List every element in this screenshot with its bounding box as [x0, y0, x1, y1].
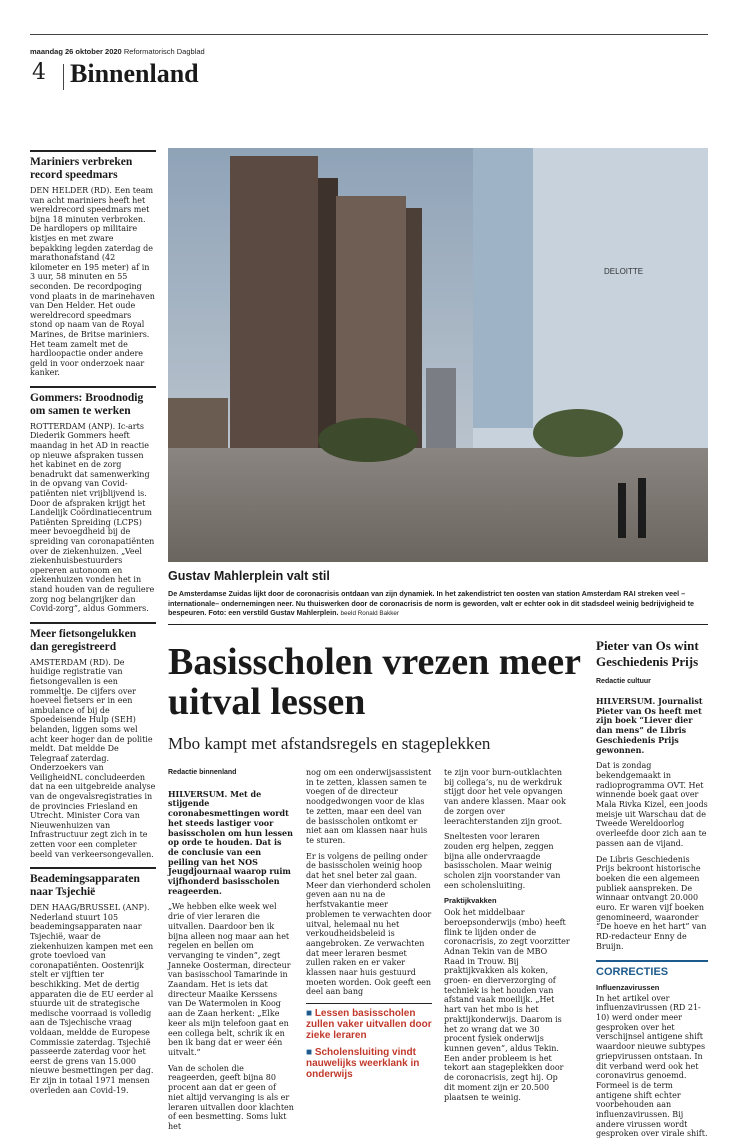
- brief-text: Ic-arts Diederik Gommers heeft maandag in het AD in reactie op nieuwe afspraken tussen het kabinet en de zorg benadrukt dat samenwerking in de opvang van Covid-patiënten niet vrijblijvend is. Door de afspraken krijgt het Landelijk Coördinatiecentrum Patiënten Spreiding (LCPS) meer bevoegdheid bij de spreiding van coronapatiënten over de ziekenhuizen. „Veel ziekenhuisbestuurders opereren autonoom en ziekenhuizen vonden het in stand houden van de reguliere zorg nog belangrijker dan Covid-zorg”, aldus Gommers.: [30, 421, 155, 614]
- city-square-illustration: [168, 148, 708, 562]
- side-article-paragraph: De Libris Geschiedenis Prijs bekroont historische boeken die een algemeen publiek aanspreken. De winnaar ontvangt 20.000 euro. Er waren vijf boeken genomineerd, waaronder “De hoeve en het hart” van RD-redacteur Enny de Bruijn.: [596, 854, 707, 951]
- article-column-1: [168, 768, 294, 1138]
- article-paragraph: nog om een onderwijsassistent in te zetten, klassen samen te voegen of de directeur noodgedwongen voor de klas te zetten, maar een deel van de basisscholen ontkomt er niet aan om klassen naar huis te sturen.: [306, 768, 432, 845]
- top-rule: [30, 34, 708, 35]
- article-subheadline: Mbo kampt met afstandsregels en stageplekken: [168, 734, 491, 753]
- side-article-title: Pieter van Os wint Geschiedenis Prijs: [596, 638, 699, 669]
- corrections-subtitle: Influenzavirussen: [596, 982, 660, 992]
- photo-caption-title: Gustav Mahlerplein valt stil: [168, 569, 330, 583]
- article-headline: Basisscholen vrezen meer uitval lessen: [168, 641, 581, 723]
- article-paragraph: Ook het middelbaar beroepsonderwijs (mbo) heeft flink te lijden onder de coronacrisis, zo zegt voorzitter Adnan Tekin van de MBO Raad in Trouw. Bij praktijkvakken als koken, groen- en dierverzorging of techniek is het houden van afstand vaak moeilijk. „Het hart van het mbo is het praktijkonderwijs. Daarom is het zo wrang dat we 30 procent fysiek onderwijs kunnen geven”, aldus Tekin. Een ander probleem is het tekort aan stageplekken door de coronacrisis, zegt hij. Op dit moment zijn er 20.500 plaatsen te weinig.: [444, 908, 570, 1102]
- corrections-text: In het artikel over influenzavirussen (RD 21-10) werd onder meer gesproken over het verschijnsel antigene shift waardoor nieuwe subtypes griepvirussen ontstaan. In dit verband werd ook het coronavirus genoemd. Formeel is de term antigene shift echter voorbehouden aan influenzavirussen. Bij andere virussen wordt gesproken over virale shift.: [596, 993, 708, 1139]
- side-article-lead: HILVERSUM. Journalist Pieter van Os heeft met zijn boek “Liever dier dan mens” de Libris Geschiedenis Prijs gewonnen.: [596, 696, 703, 755]
- photo-caption: [168, 589, 708, 619]
- side-article-section: Redactie cultuur: [596, 678, 651, 685]
- briefs-sidebar: [30, 150, 156, 1095]
- article-paragraph: Van de scholen die reageerden, geeft bijna 80 procent aan dat er geen of niet altijd vervanging is als er leraren uitvallen door klachten of een besmetting. Soms lukt het: [168, 1063, 294, 1131]
- side-article-paragraph: Dat is zondag bekendgemaakt in radioprogramma OVT. Het winnende boek gaat over Mala Rivka Kizel, een joods meisje uit Warschau dat de Tweede Wereldoorlog overleefde door zich aan te passen aan de vijand.: [596, 761, 708, 848]
- photo-credit: beeld Ronald Bakker: [340, 610, 400, 617]
- page-number: 4: [32, 60, 46, 85]
- brief-item: [30, 150, 156, 378]
- news-photo: [168, 148, 708, 562]
- section-title: Binnenland: [70, 59, 199, 88]
- header-date: maandag 26 oktober 2020 Reformatorisch Dagblad: [30, 47, 205, 56]
- brief-dateline: AMSTERDAM (RD).: [30, 657, 111, 667]
- caption-text: De Amsterdamse Zuidas lijkt door de coronacrisis ontdaan van zijn dynamiek. In het zakendistrict ten oosten van station Amsterdam RAI streken veel – internationale– ondernemingen neer. Nu thuiswerken door de coronacrisis de norm is geworden, valt er echter ook in dit stadsdeel weinig bedrijvigheid te bespeuren. Foto: een verstild Gustav Mahlerplein.: [168, 589, 695, 617]
- brief-item: [30, 622, 156, 859]
- building-sign: DELOITTE: [604, 267, 644, 276]
- article-column-3: [444, 768, 570, 1108]
- square-bullet-icon: ■: [306, 1047, 313, 1059]
- corrections-title: CORRECTIES: [596, 960, 708, 978]
- article-byline: Redactie binnenland: [168, 769, 237, 776]
- square-bullet-icon: ■: [306, 1008, 313, 1020]
- related-links: [306, 1003, 432, 1080]
- brief-text: Nederland stuurt 105 beademingsapparaten naar Tsjechië, waar de ziekenhuizen kampen met een grote toevloed van coronapatiënten. Oostenrijk stelt er vijftien ter beschikking. Met de dertig apparaten die de EU eerder al stuurde uit de strategische medische voorraad is volledig aan de Tsjechische vraag voldaan, meldde de Europese Commissie zaterdag. Tsjechië passeerde zaterdag voor het eerst de grens van 15.000 nieuwe besmettingen per dag. Er zijn in totaal 1971 mensen overleden aan Covid-19.: [30, 912, 154, 1095]
- brief-dateline: ROTTERDAM (ANP).: [30, 421, 116, 431]
- brief-text: Een team van acht mariniers heeft het wereldrecord speedmars met bijna 18 minuten verbroken. De hardlopers op militaire kistjes en met zware bepakking legden zaterdag de marathonafstand (42 kilometer en 195 meter) af in 3 uur, 58 minuten en 55 seconden. De recordpoging vond plaats in de marinehaven van Den Helder. Het oude wereldrecord speedmars stond op naam van de Royal Marines, de Britse mariniers. Het team zamelt met de hardloopactie onder andere geld in voor onderzoek naar kanker.: [30, 186, 155, 378]
- article-paragraph: „We hebben elke week wel drie of vier leraren die uitvallen. Daardoor ben ik bijna alleen nog maar aan het regelen en bellen om vervanging te vinden”, zegt Janneke Oosterman, directeur van basisschool Tamarinde in Zaandam. Het is iets dat directeur Maaike Kerssens van De Watermolen in Koog aan de Zaan herkent: „Elke keer als mijn telefoon gaat en een collega belt, schrik ik en ben ik bang dat er weer één uitvalt.”: [168, 902, 291, 1057]
- article-paragraph: Sneltesten voor leraren zouden erg helpen, zeggen bijna alle ondervraagde basisscholen. Maar weinig scholen zijn voorstander van een scholensluiting.: [444, 832, 561, 890]
- brief-title: Meer fietsongelukken dan geregistreerd: [30, 627, 137, 653]
- brief-title: Mariniers verbreken record speedmars: [30, 156, 133, 181]
- brief-title: Beademingsapparaten naar Tsjechië: [30, 873, 140, 899]
- related-link[interactable]: ■ Scholensluiting vindt nauwelijks weerklank in onderwijs: [306, 1047, 420, 1081]
- brief-item: [30, 386, 156, 614]
- section-rule: [168, 624, 708, 625]
- brief-dateline: DEN HELDER (RD).: [30, 186, 112, 195]
- article-intertitle: Praktijkvakken: [444, 896, 497, 906]
- brief-text: De huidige registratie van fietsongevallen is een rommeltje. De cijfers over hoeveel fietsers er in een ambulance of bij de Spoedeisende Hulp (SEH) belanden, liggen soms wel acht keer hoger dan de politie meldt. Dat meldde De Telegraaf zaterdag. Onderzoekers van VeiligheidNL concludeerden dat na een uitgebreide analyse van de ongevalsregistraties in de provincies Friesland en Utrecht. Minister Cora van Nieuwenhuizen van Infrastructuur zegt zich in te zetten voor een completer beeld van verkeersongevallen.: [30, 657, 156, 859]
- header-separator: [63, 64, 64, 90]
- article-column-2: [306, 768, 432, 1080]
- brief-dateline: DEN HAAG/BRUSSEL (ANP).: [30, 903, 150, 913]
- brief-item: [30, 867, 156, 1095]
- article-lead: HILVERSUM. Met de stijgende coronabesmettingen wordt het steeds lastiger voor basisscholen om hun lessen op orde te houden. Dat is de conclusie van een peiling van het NOS Jeugdjournaal waarop ruim vijfhonderd basisscholen reageerden.: [168, 788, 293, 896]
- side-article: [596, 638, 708, 1139]
- article-body: [168, 768, 580, 1131]
- brief-title: Gommers: Broodnodig om samen te werken: [30, 391, 144, 417]
- article-paragraph: te zijn voor burn-outklachten bij collega’s, nu de werkdruk stijgt door het vele opvangen van andere klassen. Maar ook de zorgen over leerachterstanden zijn groot.: [444, 768, 566, 826]
- related-link[interactable]: ■ Lessen basisscholen zullen vaker uitvallen door zieke leraren: [306, 1008, 432, 1042]
- article-paragraph: Er is volgens de peiling onder de basisscholen weinig hoop dat het snel beter zal gaan. Meer dan vierhonderd scholen geven aan nu na de herfstvakantie meer problemen te verwachten door uitval, helemaal nu het verkoudheidsbeleid is aangebroken. Ze verwachten dat meer leraren besmet zullen raken en er vaker klassen naar huis gestuurd moeten worden. Ook geeft een deel aan bang: [306, 851, 432, 997]
